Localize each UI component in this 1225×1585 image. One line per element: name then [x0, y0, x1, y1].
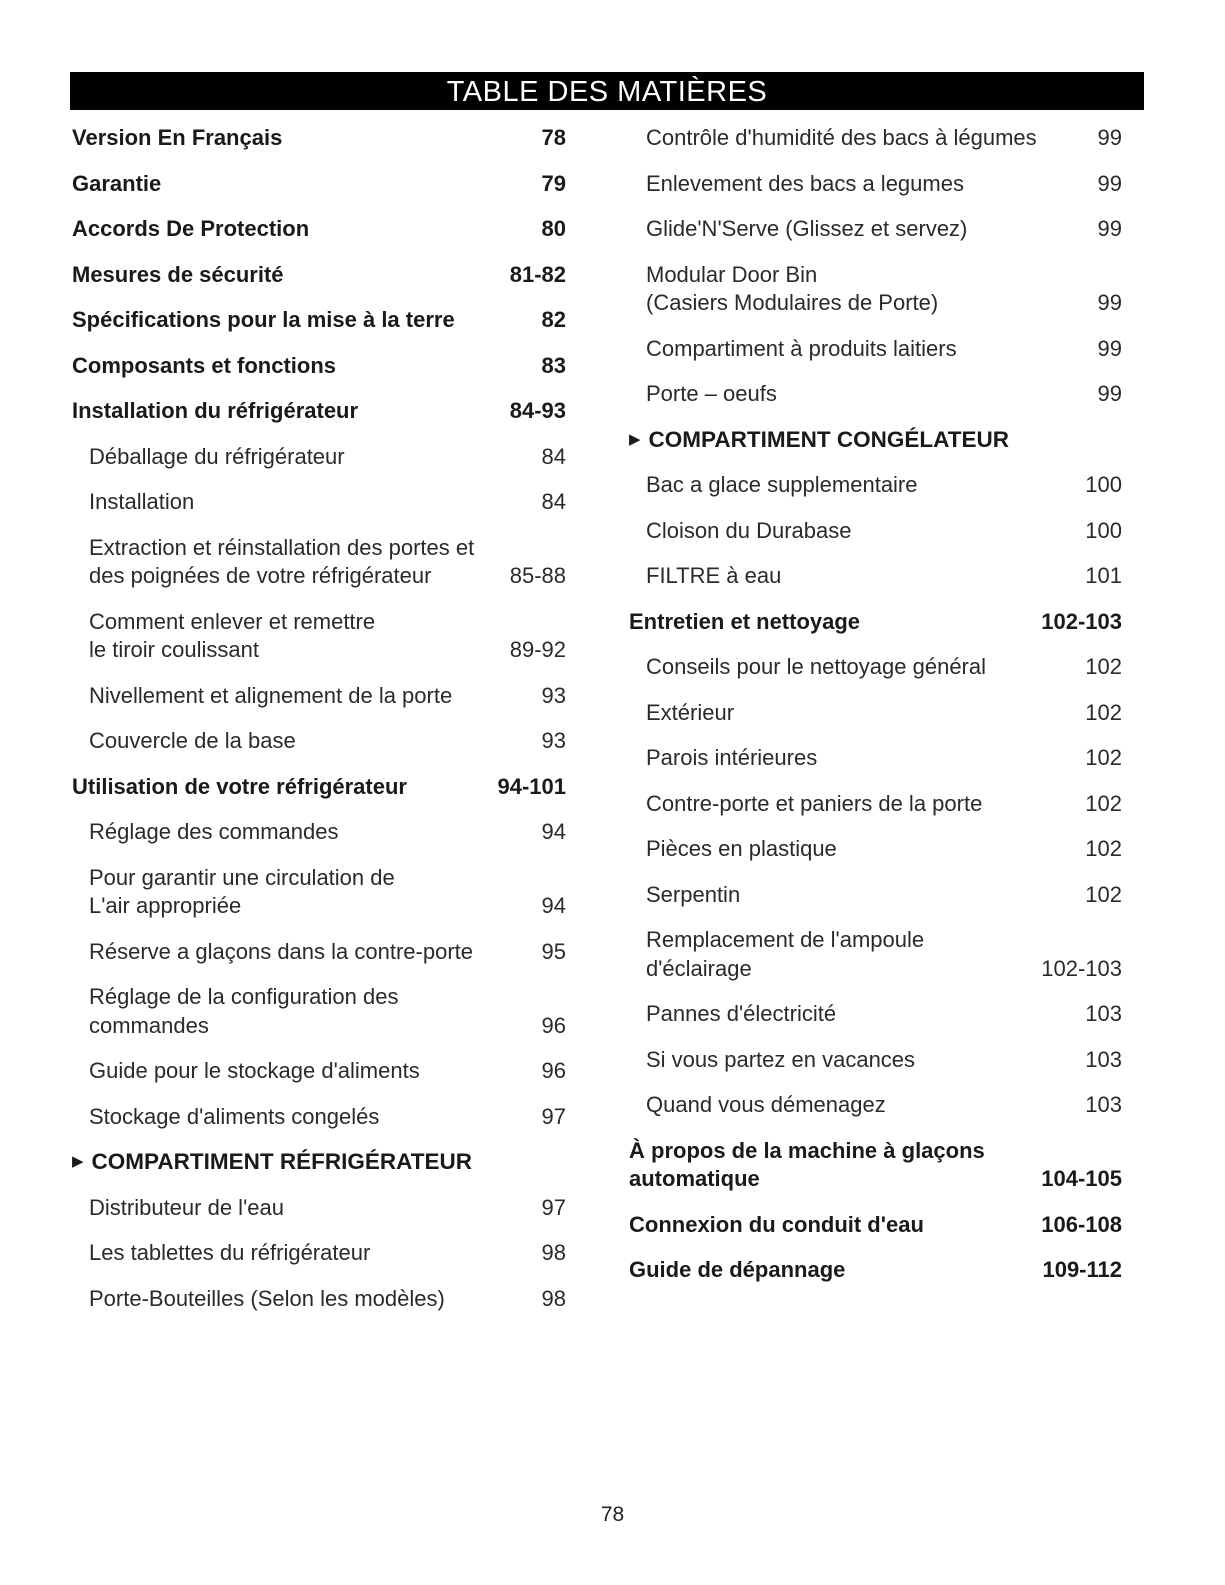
toc-section-entry[interactable] [72, 170, 566, 199]
toc-entry-label: Pour garantir une circulation de L'air appropriée [89, 864, 395, 918]
toc-entry-page: 102 [1085, 790, 1122, 816]
toc-entry-page: 102 [1085, 836, 1122, 861]
toc-section-entry[interactable] [72, 352, 566, 381]
toc-sub-entry[interactable] [629, 1046, 1122, 1075]
toc-entry-page: 96 [541, 1012, 566, 1038]
toc-entry-page: 99 [1097, 290, 1122, 315]
toc-entry-page: 102 [1085, 699, 1122, 725]
toc-entry-page: 83 [541, 352, 566, 378]
toc-sub-entry[interactable] [629, 881, 1122, 910]
toc-entry-page: 102 [1085, 745, 1122, 770]
toc-entry-page: 102-103 [1041, 955, 1122, 981]
toc-right-column [629, 124, 1122, 1302]
toc-entry-page: 99 [1097, 381, 1122, 406]
toc-entry-label: Extérieur [646, 699, 735, 725]
toc-entry-label: Mesures de sécurité [72, 261, 284, 287]
toc-heading[interactable] [629, 426, 1122, 455]
toc-sub-entry[interactable] [629, 653, 1122, 682]
toc-entry-page: 89-92 [509, 637, 566, 662]
toc-entry-label: Installation du réfrigérateur [72, 398, 359, 423]
toc-entry-page: 102 [1085, 881, 1122, 907]
toc-sub-entry[interactable] [72, 818, 566, 847]
toc-entry-page: 81-82 [509, 261, 566, 287]
toc-heading[interactable] [72, 1148, 566, 1177]
toc-entry-label: Porte – oeufs [646, 381, 777, 406]
toc-entry-page: 102 [1085, 654, 1122, 679]
toc-sub-entry[interactable] [72, 488, 566, 517]
toc-entry-label: Installation [89, 489, 195, 514]
toc-sub-entry[interactable] [72, 1285, 566, 1314]
toc-entry-label: Enlevement des bacs a legumes [646, 170, 964, 196]
toc-entry-page: 94 [541, 819, 566, 844]
toc-entry-label: Distributeur de l'eau [89, 1194, 284, 1220]
toc-sub-entry[interactable] [72, 983, 566, 1040]
toc-entry-page: 104-105 [1041, 1166, 1122, 1191]
toc-section-entry[interactable] [72, 215, 566, 244]
toc-section-entry[interactable] [72, 397, 566, 426]
toc-entry-label: Déballage du réfrigérateur [89, 443, 345, 469]
page-number: 78 [600, 1503, 625, 1526]
toc-entry-label: Stockage d'aliments congelés [89, 1103, 380, 1129]
toc-left-column [72, 124, 566, 1330]
toc-entry-label: Pièces en plastique [646, 836, 837, 861]
toc-entry-label: À propos de la machine à glaçons automatique [629, 1137, 985, 1191]
toc-entry-label: Réserve a glaçons dans la contre-porte [89, 938, 473, 964]
toc-entry-page: 94-101 [497, 773, 566, 799]
toc-entry-label: Cloison du Durabase [646, 517, 852, 543]
toc-section-entry[interactable] [629, 1256, 1122, 1285]
toc-section-entry[interactable] [629, 1137, 1122, 1194]
toc-entry-page: 99 [1097, 335, 1122, 361]
toc-entry-label: Composants et fonctions [72, 352, 337, 378]
toc-entry-page: 109-112 [1042, 1257, 1122, 1282]
toc-entry-label: Comment enlever et remettre le tiroir coulissant [89, 608, 376, 662]
toc-entry-page: 102-103 [1041, 608, 1122, 634]
toc-entry-page: 84 [541, 489, 566, 514]
toc-entry-label: Guide de dépannage [629, 1257, 846, 1282]
toc-sub-entry[interactable] [629, 471, 1122, 500]
toc-sub-entry[interactable] [72, 608, 566, 665]
toc-entry-label: Extraction et réinstallation des portes et des poignées de votre réfrigérateur [89, 534, 475, 588]
toc-sub-entry[interactable] [629, 790, 1122, 819]
right-pointer-icon: ▶ [629, 430, 641, 448]
toc-sub-entry[interactable] [629, 926, 1122, 983]
toc-entry-page: 80 [541, 216, 566, 241]
toc-sub-entry[interactable] [72, 682, 566, 711]
toc-entry-label: Nivellement et alignement de la porte [89, 682, 453, 708]
toc-entry-page: 94 [541, 893, 566, 918]
toc-entry-page: 103 [1085, 1046, 1122, 1072]
toc-sub-entry[interactable] [629, 517, 1122, 546]
toc-entry-page: 96 [541, 1058, 566, 1083]
toc-sub-entry[interactable] [72, 727, 566, 756]
toc-entry-label: Contre-porte et paniers de la porte [646, 790, 983, 816]
toc-sub-entry[interactable] [629, 1000, 1122, 1029]
toc-entry-page: 82 [541, 307, 566, 332]
toc-sub-entry[interactable] [629, 835, 1122, 864]
toc-entry-label: Remplacement de l'ampoule d'éclairage [646, 927, 925, 981]
toc-entry-label: Réglage de la configuration des commandes [89, 984, 399, 1038]
toc-entry-label: Les tablettes du réfrigérateur [89, 1240, 371, 1265]
toc-entry-page: 99 [1097, 170, 1122, 196]
toc-entry-label: Compartiment à produits laitiers [646, 335, 957, 361]
toc-entry-page: 98 [541, 1240, 566, 1265]
toc-entry-label: Spécifications pour la mise à la terre [72, 307, 455, 332]
toc-entry-label: Entretien et nettoyage [629, 608, 861, 634]
toc-section-entry[interactable] [629, 1211, 1122, 1240]
toc-sub-entry[interactable] [629, 335, 1122, 364]
right-pointer-icon: ▶ [72, 1153, 84, 1170]
toc-sub-entry[interactable] [72, 864, 566, 921]
toc-entry-page: 85-88 [509, 563, 566, 588]
toc-sub-entry[interactable] [72, 1194, 566, 1223]
toc-entry-label: Si vous partez en vacances [646, 1046, 916, 1072]
toc-sub-entry[interactable] [629, 380, 1122, 409]
toc-sub-entry[interactable] [629, 124, 1122, 153]
toc-sub-entry[interactable] [629, 261, 1122, 318]
toc-entry-page: 100 [1085, 517, 1122, 543]
toc-section-entry[interactable] [72, 124, 566, 153]
toc-entry-label: Quand vous démenagez [646, 1092, 886, 1117]
toc-entry-page: 95 [541, 938, 566, 964]
toc-entry-label: Réglage des commandes [89, 819, 339, 844]
toc-entry-label [72, 1148, 472, 1177]
page-title: TABLE DES MATIÈRES [70, 72, 1144, 110]
toc-heading-text: COMPARTIMENT CONGÉLATEUR [648, 426, 1009, 452]
toc-sub-entry[interactable] [629, 215, 1122, 244]
toc-section-entry[interactable] [629, 608, 1122, 637]
toc-entry-page: 97 [541, 1103, 566, 1129]
toc-entry-page: 103 [1085, 1001, 1122, 1026]
toc-section-entry[interactable] [72, 773, 566, 802]
toc-sub-entry[interactable] [629, 170, 1122, 199]
toc-section-entry[interactable] [72, 261, 566, 290]
toc-entry-page: 78 [541, 125, 566, 150]
toc-sub-entry[interactable] [629, 1091, 1122, 1120]
toc-entry-label: Parois intérieures [646, 745, 818, 770]
toc-entry-label: Utilisation de votre réfrigérateur [72, 773, 407, 799]
toc-entry-label: Conseils pour le nettoyage général [646, 654, 987, 679]
toc-sub-entry[interactable] [72, 1057, 566, 1086]
toc-entry-label: Glide'N'Serve (Glissez et servez) [646, 216, 968, 241]
toc-entry-page: 97 [541, 1194, 566, 1220]
toc-sub-entry[interactable] [72, 1103, 566, 1132]
toc-entry-label: Connexion du conduit d'eau [629, 1211, 924, 1237]
toc-entry-label: Porte-Bouteilles (Selon les modèles) [89, 1285, 445, 1311]
toc-entry-label: Contrôle d'humidité des bacs à légumes [646, 125, 1037, 150]
toc-entry-page: 84-93 [509, 398, 566, 423]
toc-entry-page: 106-108 [1041, 1211, 1122, 1237]
toc-entry-label: Guide pour le stockage d'aliments [89, 1058, 420, 1083]
toc-entry-label: Version En Français [72, 125, 283, 150]
toc-entry-page: 100 [1085, 472, 1122, 497]
toc-sub-entry[interactable] [629, 562, 1122, 591]
toc-entry-label: Accords De Protection [72, 216, 310, 241]
toc-entry-page: 79 [541, 170, 566, 196]
toc-entry-page: 84 [541, 443, 566, 469]
toc-entry-label: Couvercle de la base [89, 728, 296, 753]
toc-entry-label: Serpentin [646, 881, 741, 907]
toc-entry-page: 101 [1085, 563, 1122, 588]
toc-entry-label: FILTRE à eau [646, 563, 782, 588]
toc-sub-entry[interactable] [629, 744, 1122, 773]
toc-entry-label: Pannes d'électricité [646, 1001, 837, 1026]
toc-sub-entry[interactable] [629, 699, 1122, 728]
toc-entry-label: Modular Door Bin (Casiers Modulaires de Porte) [646, 261, 939, 315]
toc-entry-page: 93 [541, 728, 566, 753]
toc-sub-entry[interactable] [72, 443, 566, 472]
toc-entry-page: 103 [1085, 1092, 1122, 1117]
toc-entry-page: 99 [1097, 125, 1122, 150]
toc-entry-label: Garantie [72, 170, 162, 196]
toc-entry-label [629, 426, 1009, 455]
toc-entry-page: 93 [541, 682, 566, 708]
toc-sub-entry[interactable] [72, 1239, 566, 1268]
toc-entry-page: 98 [541, 1285, 566, 1311]
toc-heading-text: COMPARTIMENT RÉFRIGÉRATEUR [91, 1149, 472, 1174]
toc-sub-entry[interactable] [72, 938, 566, 967]
toc-sub-entry[interactable] [72, 534, 566, 591]
toc-entry-page: 99 [1097, 216, 1122, 241]
toc-section-entry[interactable] [72, 306, 566, 335]
toc-entry-label: Bac a glace supplementaire [646, 472, 918, 497]
